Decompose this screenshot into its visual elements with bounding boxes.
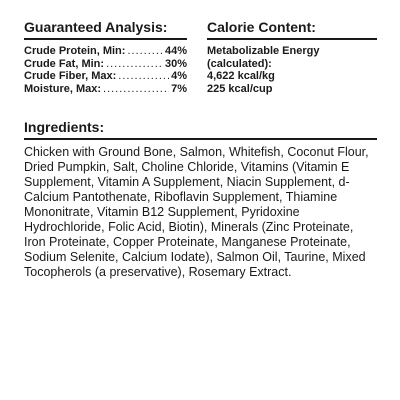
analysis-label: Moisture, Max: — [24, 82, 102, 95]
calorie-line: 4,622 kcal/kg — [207, 70, 275, 82]
guaranteed-analysis-divider — [24, 38, 187, 40]
calorie-line: (calculated): — [207, 57, 272, 70]
analysis-row-protein — [24, 45, 187, 58]
dot-leader — [106, 58, 163, 71]
analysis-row-moisture — [24, 83, 187, 96]
analysis-label: Crude Protein, Min: — [24, 45, 126, 57]
analysis-label: Crude Fat, Min: — [24, 57, 105, 70]
calorie-content-divider — [207, 38, 377, 40]
calorie-line: 225 kcal/cup — [207, 82, 273, 95]
analysis-label: Crude Fiber, Max: — [24, 70, 117, 82]
calorie-content-heading: Calorie Content: — [207, 19, 316, 35]
ingredients-text: Chicken with Ground Bone, Salmon, Whitefish, Coconut Flour, Dried Pumpkin, Salt, Choline Chloride, Vitamins (Vitamin E Supplement, Vitamin A Supplement, Niacin Supplement, d-Calcium Pantothenate, Riboflavin Supplement, Thiamine Mononitrate, Vitamin B12 Supplement, Pyridoxine Hydrochloride, Folic Acid, Biotin), Minerals (Zinc Proteinate, Iron Proteinate, Copper Proteinate, Manganese Proteinate, Sodium Selenite, Calcium Iodate), Salmon Oil, Taurine, Mixed Tocopherols (a preservative), Rosemary Extract. — [24, 145, 369, 279]
analysis-value: 44% — [164, 45, 187, 57]
calorie-line: Metabolizable Energy — [207, 45, 320, 57]
dot-leader — [127, 45, 163, 58]
guaranteed-analysis-list — [24, 45, 187, 95]
analysis-value: 7% — [171, 82, 187, 95]
dot-leader — [103, 83, 169, 96]
ingredients-heading: Ingredients: — [24, 119, 105, 135]
calorie-content-list — [207, 45, 377, 95]
analysis-value: 30% — [164, 57, 187, 70]
analysis-row-fiber — [24, 70, 187, 83]
ingredients-divider — [24, 138, 377, 140]
analysis-row-fat — [24, 58, 187, 71]
dot-leader — [118, 70, 169, 83]
guaranteed-analysis-heading: Guaranteed Analysis: — [24, 19, 168, 35]
analysis-value: 4% — [171, 70, 187, 82]
